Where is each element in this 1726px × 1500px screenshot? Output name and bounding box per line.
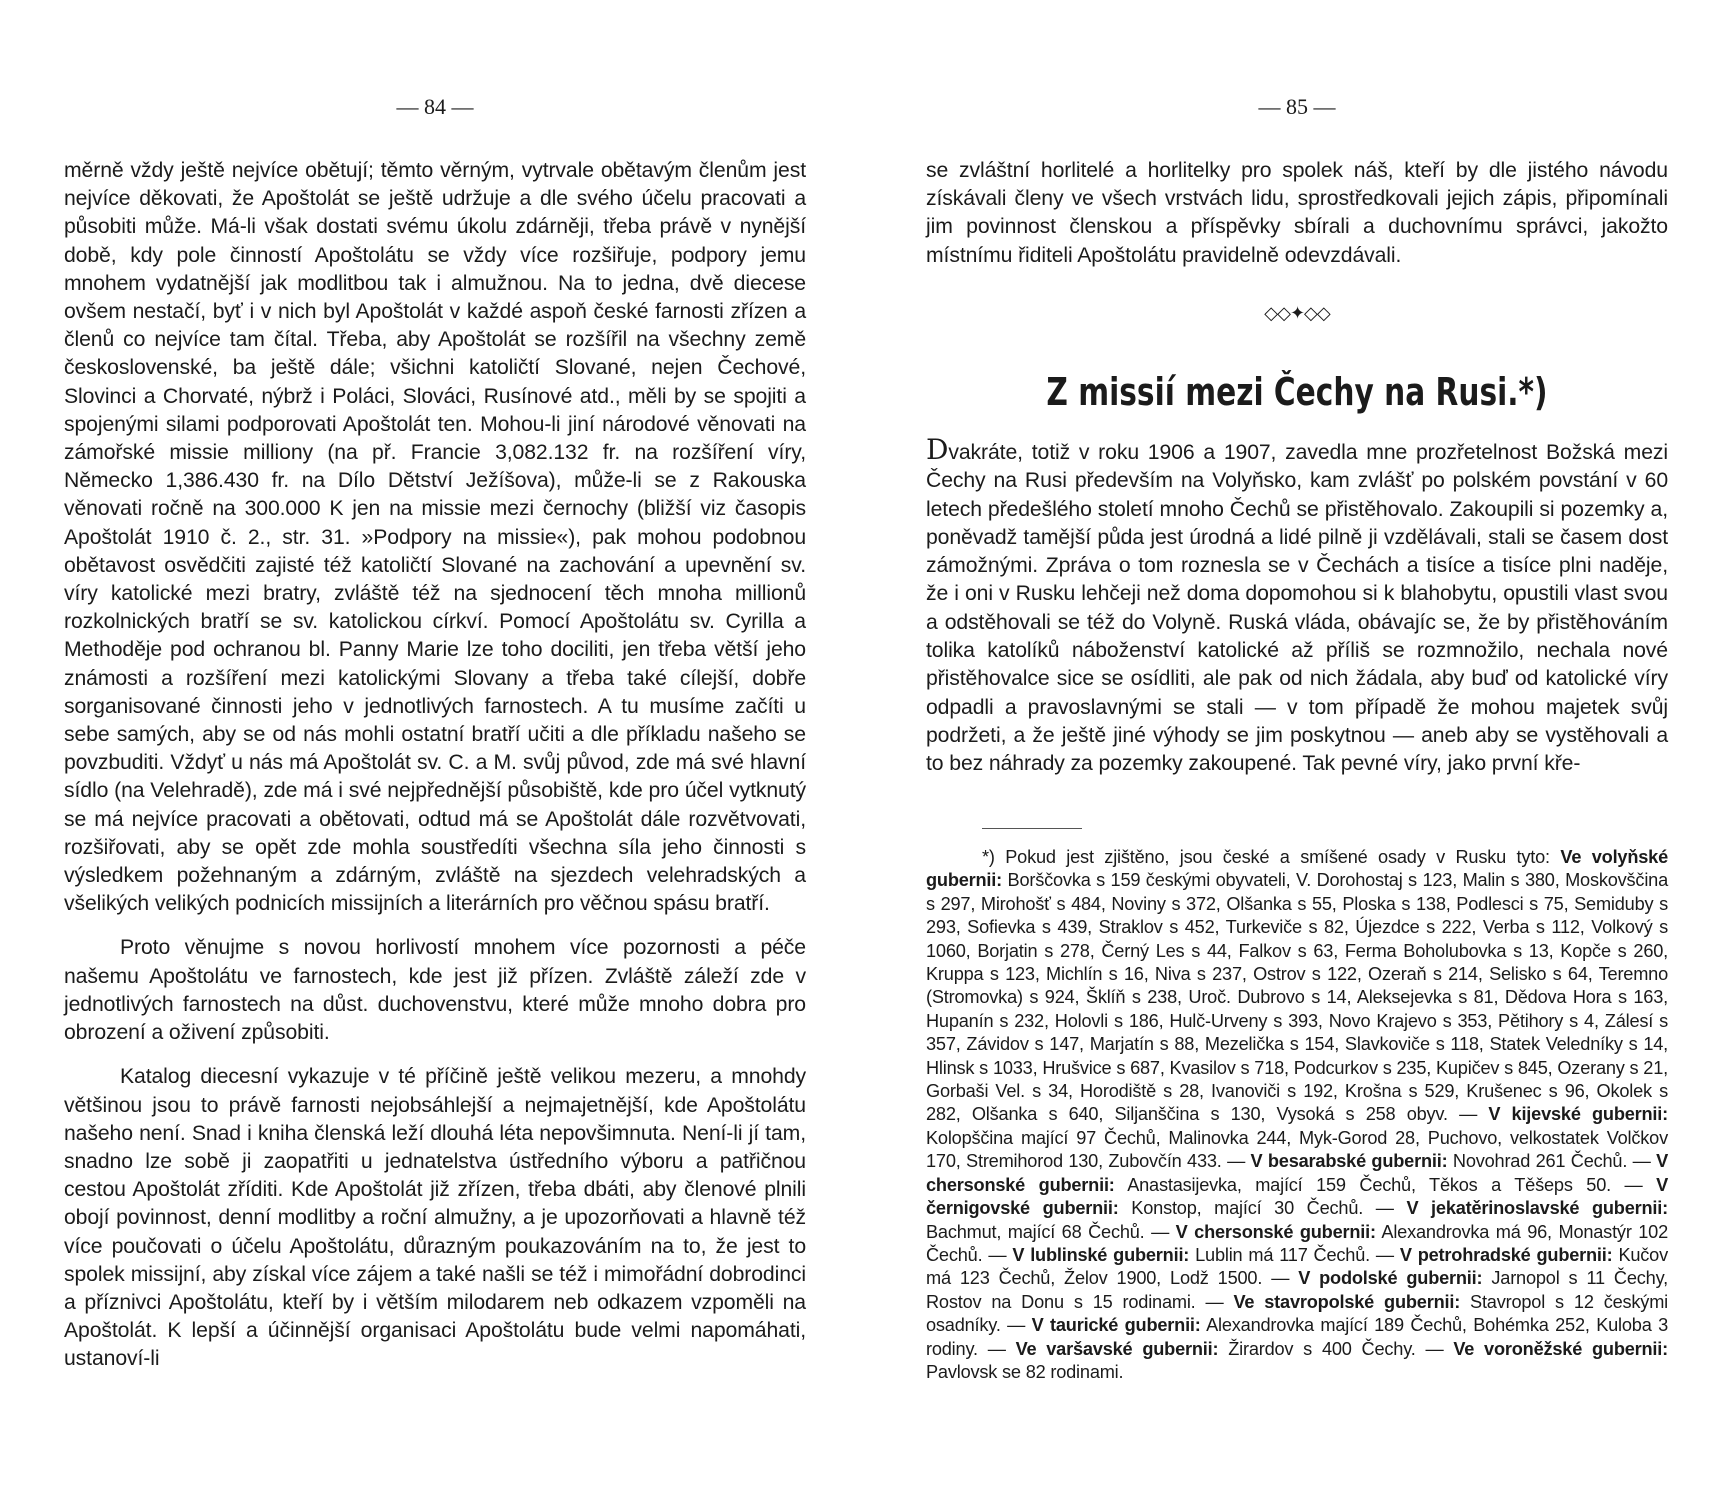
footnote-text <box>926 846 1668 1384</box>
footnote-run: Borščovka s 159 českými obyvateli, V. Dorohostaj s 123, Malin s 380, Moskovščina s 297, Mirohošť s 484, Noviny s 372, Olšanka s 55, Ploska s 138, Podlesci s 75, Semiduby s 293, Sofievka s 439, Straklov s 452, Turkeviče s 82, Újezdce s 222, Verba s 112, Volkový s 1060, Borjatin s 278, Černý Les s 44, Falkov s 63, Ferma Boholubovka s 13, Kopče s 260, Kruppa s 123, Michlín s 16, Niva s 237, Ostrov s 122, Ozeraň s 214, Selisko s 64, Teremno (Stromovka) s 924, Šklíň s 238, Uroč. Dubrovo s 14, Aleksejevka s 81, Dědova Hora s 163, Hupanín s 232, Holovli s 186, Hulč-Urveny s 393, Novo Krajevo s 353, Pětihory s 4, Zálesí s 357, Závidov s 147, Marjatín s 88, Mezelička s 154, Slavkoviče s 118, Statek Veledníky s 14, Hlinsk s 1033, Hrušvice s 687, Kvasilov s 718, Podcurkov s 235, Kupičev s 845, Ozerany s 21, Gorbaši Vel. s 34, Horodiště s 28, Ivanoviči s 192, Krošna s 529, Krušenec s 96, Okolek s 282, Olšanka s 640, Siljanščina s 130, Vysoká s 258 obyv. — <box>926 870 1668 1125</box>
paragraph: Katalog diecesní vykazuje v té příčině ještě velikou mezeru, a mnohdy většinou jsou to právě farnosti nejobsáhlejší a nejmajetnější, kde Apoštolátu našeho není. Snad i kniha členská leží dlouhá léta nepovšimnuta. Není-li jí tam, snadno lze sobě ji zaopatřiti u jednatelstva ústředního výboru a patřičnou cestou Apoštolát zříditi. Kde Apoštolát již zřízen, třeba dbáti, aby členové plnili obojí povinnost, denní modlitby a roční almužny, a je upozorňovati a hlavně též více poučovati o účelu Apoštolátu, důrazným poukazováním na to, že jest to spolek missijní, aby získal více zájem a také našli se též i mimořádní dobrodinci a příznivci Apoštolátu, kteří by i větším milodarem neb odkazem vzpoměli na Apoštolát. K lepší a účinnější organisaci Apoštolátu bude velmi napomáhati, ustanoví-li <box>64 1065 806 1371</box>
gubernie-label: Ve voroněžské gubernii: <box>1453 1338 1668 1359</box>
footnote-rule <box>982 828 1082 829</box>
gubernie-label: Ve varšavské gubernii: <box>1015 1338 1219 1359</box>
gubernie-label: V chersonské gubernii: <box>926 1151 1669 1195</box>
left-body <box>64 157 806 1374</box>
gubernie-label: V petrohradské gubernii: <box>1399 1244 1613 1265</box>
footnote-run: Kolopščina mající 97 Čechů, Malinovka 244, Myk-Gorod 28, Puchovo, velkostatek Volčkov 170, Stremihorod 130, Zubovčín 433. — <box>926 1127 1668 1172</box>
gubernie-label: V besarabské gubernii: <box>1250 1151 1448 1172</box>
drop-cap: D <box>926 433 949 466</box>
gubernie-label: V kijevské gubernii: <box>1488 1104 1668 1125</box>
footnote-run: Žirardov s 400 Čechy. — <box>1218 1338 1454 1359</box>
gubernie-label: V chersonské gubernii: <box>1175 1221 1376 1242</box>
gubernie-label: V taurické gubernii: <box>1031 1315 1201 1336</box>
gubernie-label: V černigovské gubernii: <box>926 1174 1668 1219</box>
chapter-heading: Z missií mezi Čechy na Rusi.*) <box>1046 370 1548 414</box>
footnote-run: Alexandrovka má 96, Monastýr 102 Čechů. — <box>926 1221 1669 1265</box>
footnote-run: Jarnopol s 11 Čechy, Rostov na Donu s 15 rodinami. — <box>926 1268 1668 1312</box>
footnote-run: *) Pokud jest zjištěno, jsou české a smíšené osady v Rusku tyto: <box>982 847 1561 867</box>
footnote-run: Pavlovsk se 82 rodinami. <box>926 1361 1124 1382</box>
footnote-run: Lublin má 117 Čechů. — <box>1189 1244 1400 1265</box>
footnote-run: Alexandrovka mající 189 Čechů, Bohémka 252, Kuloba 3 rodiny. — <box>926 1315 1669 1359</box>
gubernie-label: V podolské gubernii: <box>1298 1268 1483 1289</box>
right-body-top <box>926 157 1668 270</box>
footnote-run: Stavropol s 12 českými osadníky. — <box>926 1291 1668 1336</box>
gubernie-label: Ve volyňské gubernii: <box>926 847 1668 891</box>
page-number: — 84 — <box>396 94 474 119</box>
footnote-run: Bachmut, mající 68 Čechů. — <box>926 1221 1176 1242</box>
footnote <box>926 846 1668 1384</box>
gubernie-label: V jekatěrinoslavské gubernii: <box>1406 1198 1668 1219</box>
footnote-run: Anastasijevka, mající 159 Čechů, Těkos a Těšeps 50. — <box>1114 1174 1657 1195</box>
page-number: — 85 — <box>1258 94 1336 119</box>
footnote-run: Kučov má 123 Čechů, Želov 1900, Lodž 1500. — <box>926 1244 1668 1289</box>
paragraph: se zvláštní horlitelé a horlitelky pro spolek náš, kteří by dle jistého návodu získávali členy ve všech vrstvách lidu, sprostředkovali jejich zápis, připomínali jim povinnost členskou a příspěvky sbírali a duchovnímu správci, jakožto místnímu řiditeli Apoštolátu pravidelně odevzdávali. <box>926 159 1668 267</box>
footnote-run: Novohrad 261 Čechů. — <box>1447 1151 1657 1172</box>
paragraph: měrně vždy ještě nejvíce obětují; těmto věrným, vytrvale obětavým členům jest nejvíce děkovati, že Apoštolát se ještě udržuje a dle svého účelu pracovati a působiti může. Má-li však dostati svému úkolu zdárněji, třeba právě v nynější době, kdy pole činností Apoštolátu se vždy více rozšiřuje, podpory jemu mnohem vydatnější jak modlitbou tak i almužnou. Na to jedna, dvě diecese ovšem nestačí, byť i v nich byl Apoštolát v každé aspoň české farnosti zřízen a členů co nejvíce tam čítal. Třeba, aby Apoštolát se rozšířil na všechny země československé, ba ještě dále; všichni katoličtí Slované, nejen Čechové, Slovinci a Chorvaté, nýbrž i Poláci, Slováci, Rusínové atd., měli by se spojiti a spojenými silami podporovati Apoštolát ten. Mohou-li jiní národové věnovati na zámořské missie milliony (na př. Francie 3,082.132 fr. na rozšíření víry, Německo 1,386.430 fr. na Dílo Dětství Ježíšova), může-li se z Rakouska věnovati ročně na 300.000 K jen na missie mezi černochy (bližší viz časopis Apoštolát 1910 č. 2., str. 31. »Podpory na missie«), pak mohou podobnou obětavost osvědčiti zajisté též katoličtí Slované na zachování a upevnění sv. víry katolické mezi bratry, zvláště též na sjednocení těch mnoha millionů rozkolnických bratří se sv. katolickou církví. Pomocí Apoštolátu sv. Cyrilla a Methoděje pod ochranou bl. Panny Marie lze toho dociliti, jen třeba větší jeho známosti a rozšíření mezi katolickými Slovany a třeba také cílejší, dobře sorganisované činnosti jeho v jednotlivých farnostech. A tu musíme začíti u sebe samých, aby se od nás mohli ostatní bratří učiti a dle příkladu našeho se povzbuditi. Vždyť u nás má Apoštolát sv. C. a M. svůj původ, zde má své hlavní sídlo (na Velehradě), zde má i své nejpřednější působiště, kde pro účel vytknutý se má nejvíce pracovati a obětovati, odtud má se Apoštolát dále rozvětvovati, rozšiřovati, aby se opět zde mohla soustředíti všechna síla jeho činnosti s výsledkem požehnaným a zdárným, zvláště na sjezdech velehradských a všelikých velikých podnicích missijních a literárních pro věčnou spásu bratří. <box>64 159 806 916</box>
gubernie-label: Ve stavropolské gubernii: <box>1233 1291 1461 1312</box>
footnote-run: Konstop, mající 30 Čechů. — <box>1118 1198 1407 1219</box>
ornament-divider: ◇◇✦◇◇ <box>1264 303 1330 324</box>
paragraph: vakráte, totiž v roku 1906 a 1907, zavedla mne prozřetelnost Božská mezi Čechy na Rusi především na Volyňsko, kam zvlášť po polském povstání v 60 letech předešlého století mnoho Čechů se přistěhovalo. Zakoupili si pozemky a, poněvadž tamější půda jest úrodná a lidé pilně ji vzdělávali, stali se časem dost zámožnými. Zpráva o tom roznesla se v Čechách a tisíce a tisíce plni naděje, že i oni v Rusku lehčeji než doma dopomohou si k blahobytu, opustili vlast svou a odstěhovali se též do Volyně. Ruská vláda, obávajíc se, že by přistěhováním tolika katolíků náboženství katolické až příliš se rozmnožilo, nechala nové přistěhovalce sice se osídliti, ale pak od nich žádala, aby buď od katolické víry odpadli a pravoslavnými se stali — v tom případě že mohou majetek svůj podržeti, a že ještě jiné výhody se jim poskytnou — aneb aby se vystěhovali a to bez náhrady za pozemky zakoupené. Tak pevné víry, jako první kře- <box>926 441 1668 776</box>
chapter-body <box>926 433 1668 779</box>
gubernie-label: V lublinské gubernii: <box>1012 1244 1190 1265</box>
paragraph: Proto věnujme s novou horlivostí mnohem více pozornosti a péče našemu Apoštolátu ve farnostech, kde jest již přízen. Zvláště záleží zde v jednotlivých farnostech na důst. duchovenstvu, které může mnoho dobra pro obrození a oživení způsobiti. <box>64 936 806 1045</box>
